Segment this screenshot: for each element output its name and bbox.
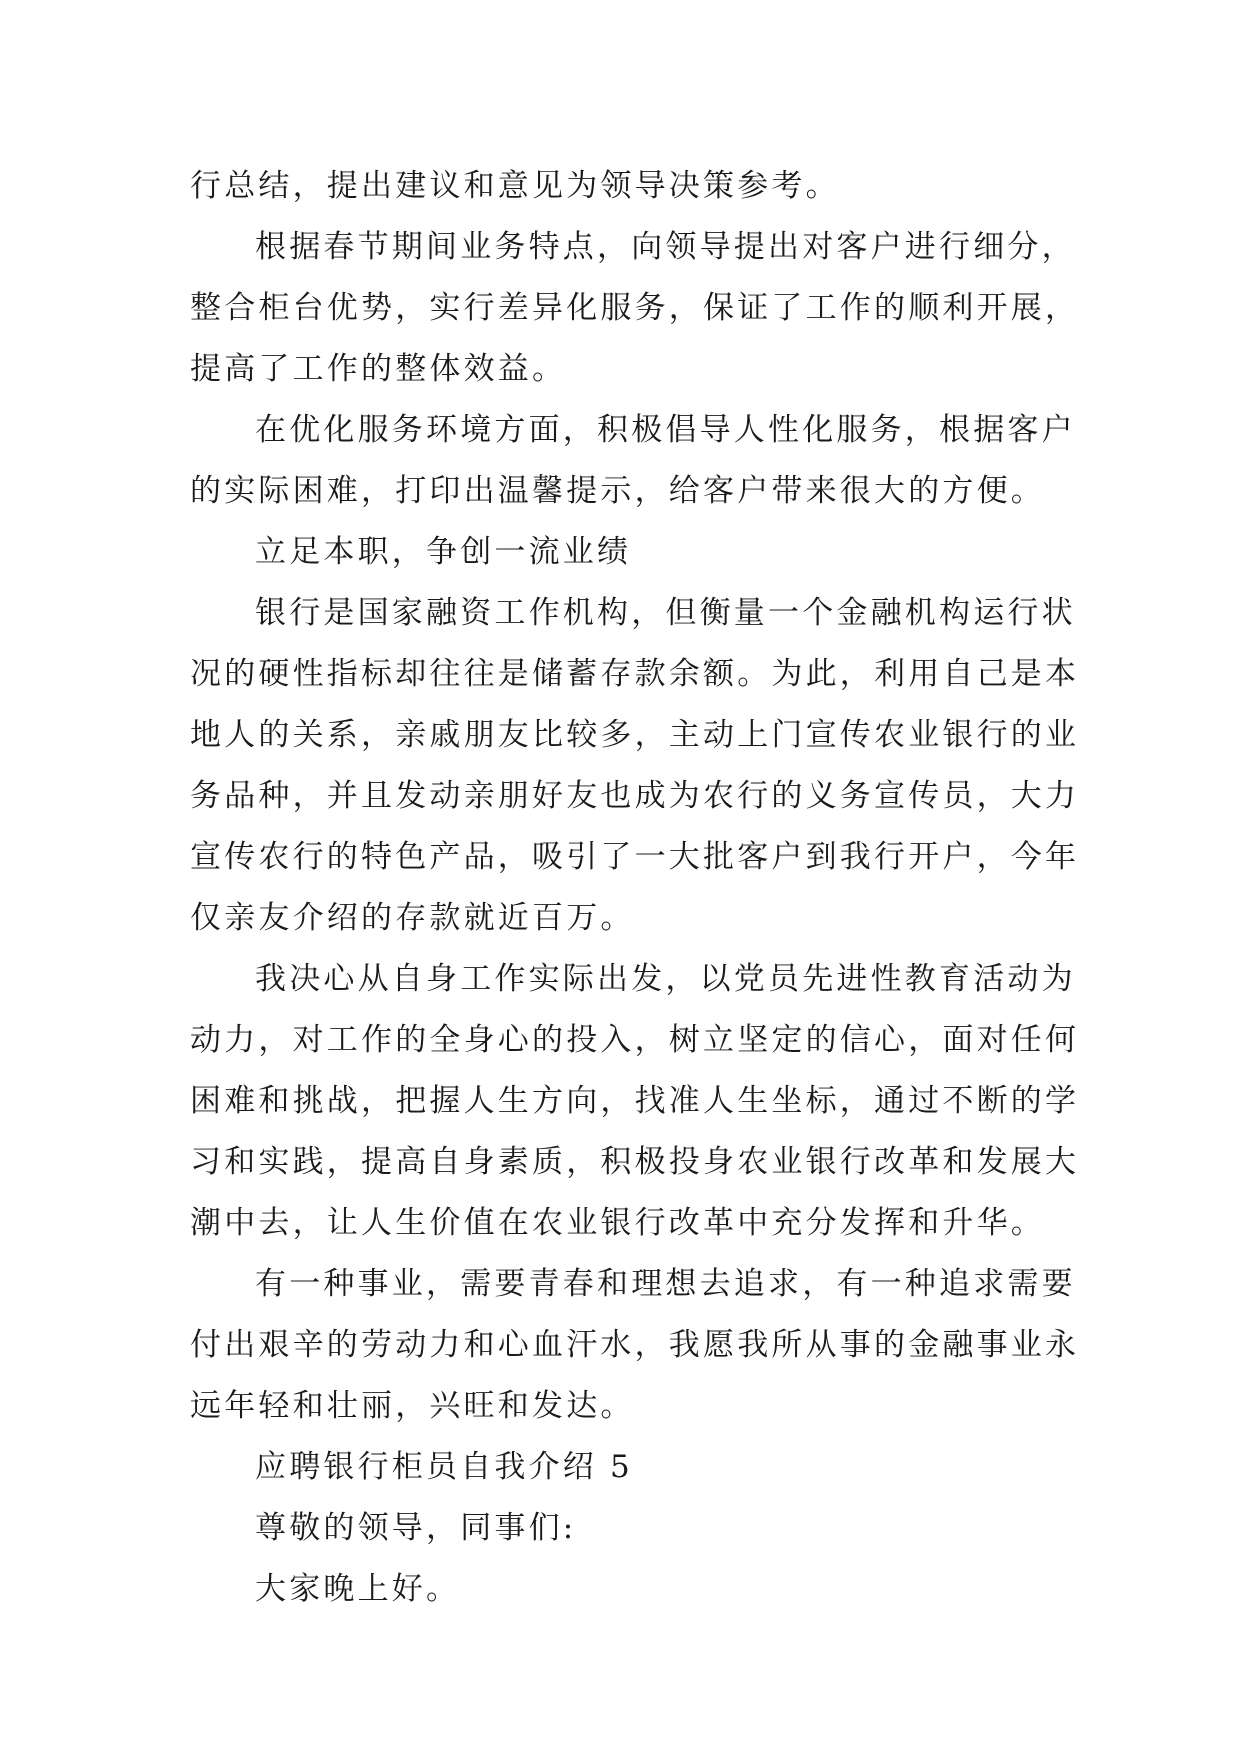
section-heading: 立足本职，争创一流业绩 — [255, 534, 632, 570]
text-line: 困难和挑战，把握人生方向，找准人生坐标，通过不断的学 — [190, 1083, 1080, 1119]
text-line: 有一种事业，需要青春和理想去追求，有一种追求需要 — [255, 1266, 1076, 1302]
text-line: 务品种，并且发动亲朋好友也成为农行的义务宣传员，大力 — [190, 778, 1080, 814]
text-line: 银行是国家融资工作机构，但衡量一个金融机构运行状 — [255, 595, 1076, 631]
text-line: 况的硬性指标却往往是储蓄存款余额。为此，利用自己是本 — [190, 656, 1080, 692]
text-line: 在优化服务环境方面，积极倡导人性化服务，根据客户 — [255, 412, 1076, 448]
text-line: 根据春节期间业务特点，向领导提出对客户进行细分， — [255, 229, 1076, 265]
text-line: 习和实践，提高自身素质，积极投身农业银行改革和发展大 — [190, 1144, 1080, 1180]
text-line: 动力，对工作的全身心的投入，树立坚定的信心，面对任何 — [190, 1022, 1080, 1058]
text-line: 的实际困难，打印出温馨提示，给客户带来很大的方便。 — [190, 473, 1045, 509]
salutation: 尊敬的领导，同事们: — [255, 1510, 577, 1546]
greeting: 大家晚上好。 — [255, 1571, 461, 1607]
text-line: 我决心从自身工作实际出发，以党员先进性教育活动为 — [255, 961, 1076, 997]
section-heading: 应聘银行柜员自我介绍 5 — [255, 1449, 633, 1485]
text-line: 行总结，提出建议和意见为领导决策参考。 — [190, 168, 840, 204]
text-line: 付出艰辛的劳动力和心血汗水，我愿我所从事的金融事业永 — [190, 1327, 1080, 1363]
text-line: 整合柜台优势，实行差异化服务，保证了工作的顺利开展， — [190, 290, 1080, 326]
text-line: 远年轻和壮丽，兴旺和发达。 — [190, 1388, 635, 1424]
text-line: 提高了工作的整体效益。 — [190, 351, 567, 387]
text-line: 地人的关系，亲戚朋友比较多，主动上门宣传农业银行的业 — [190, 717, 1080, 753]
document-body — [190, 156, 1080, 1620]
text-line: 潮中去，让人生价值在农业银行改革中充分发挥和升华。 — [190, 1205, 1045, 1241]
text-line: 仅亲友介绍的存款就近百万。 — [190, 900, 635, 936]
text-line: 宣传农行的特色产品，吸引了一大批客户到我行开户，今年 — [190, 839, 1080, 875]
